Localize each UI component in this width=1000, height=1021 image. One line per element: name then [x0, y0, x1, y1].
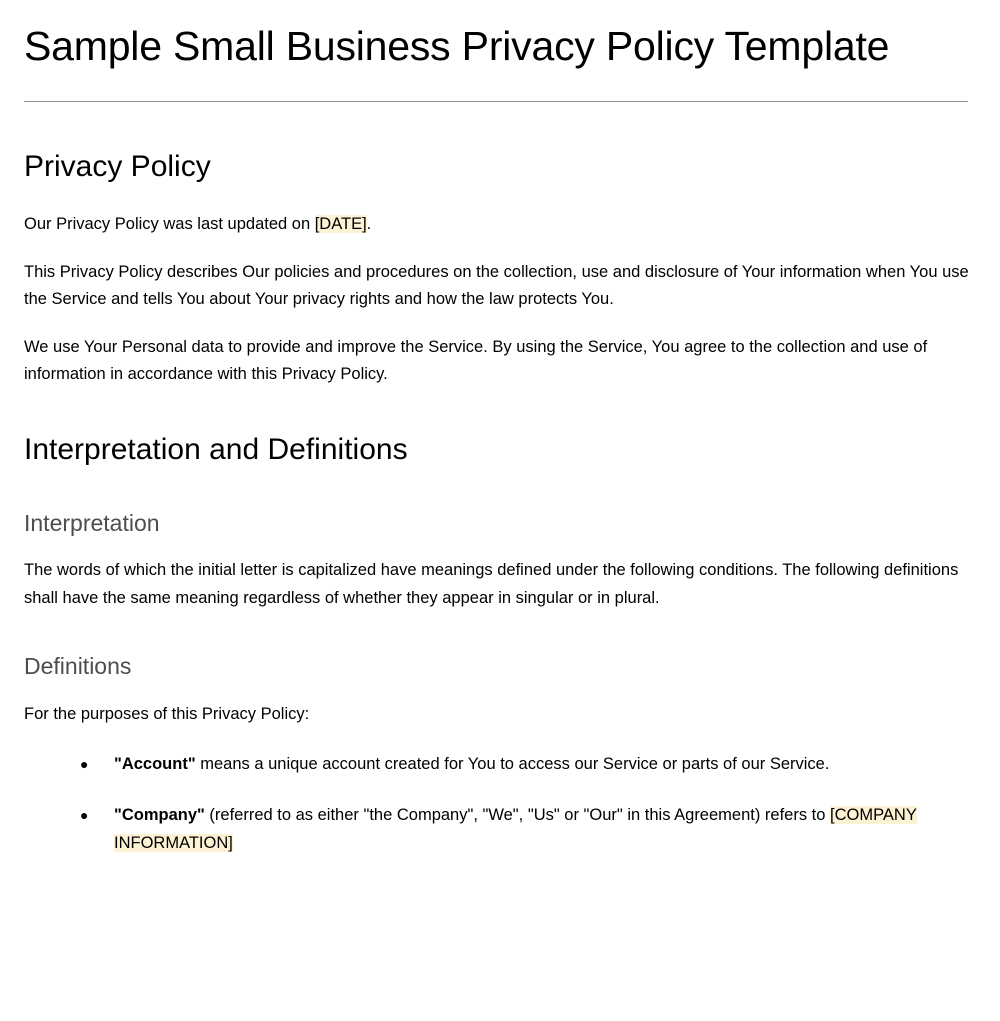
- last-updated-prefix: Our Privacy Policy was last updated on: [24, 215, 315, 234]
- heading-interpretation-definitions: Interpretation and Definitions: [24, 433, 408, 466]
- heading-definitions: Definitions: [24, 653, 132, 680]
- bullet-icon: ●: [80, 755, 89, 772]
- paragraph-definitions-intro: For the purposes of this Privacy Policy:: [24, 705, 310, 724]
- company-information-placeholder: [COMPANY INFORMATION]: [114, 806, 917, 852]
- page-title: Sample Small Business Privacy Policy Template: [24, 23, 890, 69]
- last-updated-suffix: .: [366, 215, 372, 234]
- list-item: [24, 751, 974, 779]
- paragraph-last-updated: [24, 211, 974, 239]
- definition-term: "Account": [114, 754, 196, 773]
- heading-privacy-policy: Privacy Policy: [24, 149, 211, 183]
- definition-text: (referred to as either "the Company", "We", "Us" or "Our" in this Agreement) refers to: [204, 806, 831, 825]
- definitions-list: [24, 751, 974, 858]
- paragraph-personal-data-use: We use Your Personal data to provide and improve the Service. By using the Service, You agree to the collection and use of information in accordance with this Privacy Policy.: [24, 337, 928, 384]
- definition-term: "Company": [114, 806, 205, 825]
- list-item: [24, 802, 974, 857]
- heading-interpretation: Interpretation: [24, 509, 160, 536]
- date-placeholder: [DATE]: [314, 215, 367, 234]
- definition-text: means a unique account created for You to access our Service or parts of our Service.: [195, 754, 830, 773]
- paragraph-interpretation: The words of which the initial letter is capitalized have meanings defined under the following conditions. The following definitions shall have the same meaning regardless of whether they appear in singular or in plural.: [24, 561, 959, 607]
- title-divider: [24, 101, 968, 102]
- paragraph-policy-describes: This Privacy Policy describes Our policies and procedures on the collection, use and disclosure of Your information when You use the Service and tells You about Your privacy rights and how the law protects You.: [24, 262, 969, 309]
- bullet-icon: ●: [80, 807, 89, 824]
